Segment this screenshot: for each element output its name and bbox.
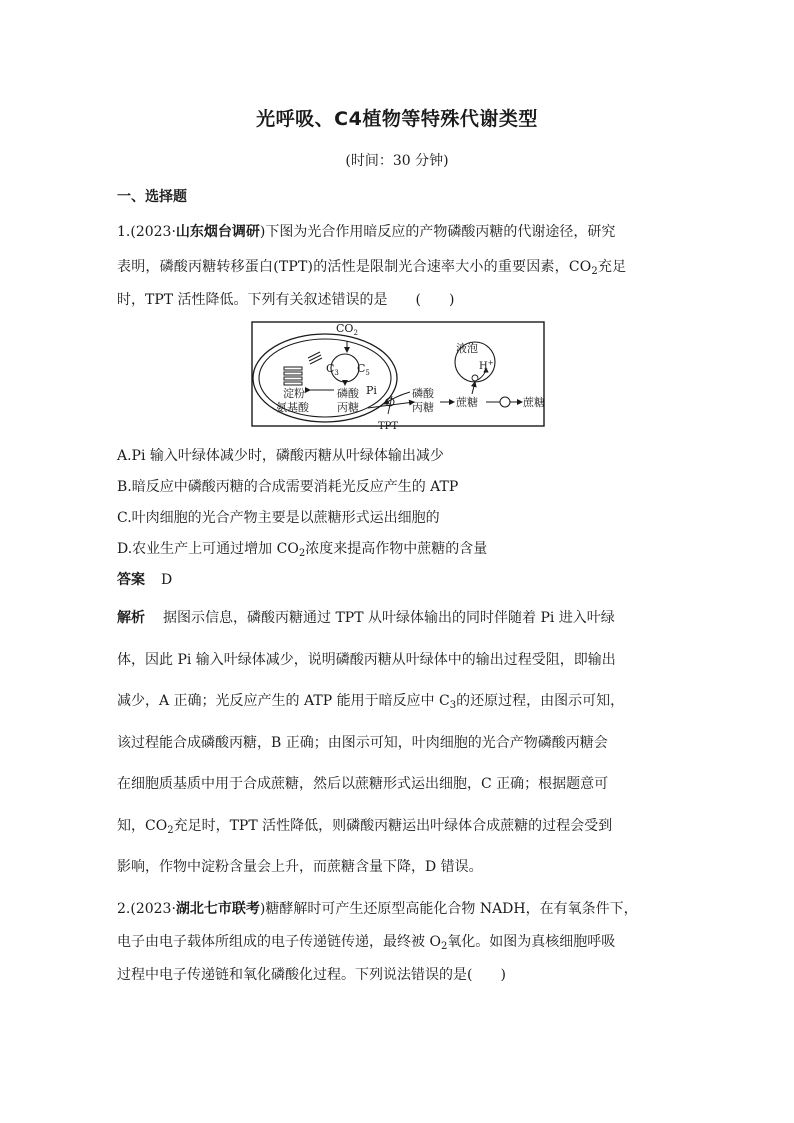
fig-h-ion: H: [479, 361, 488, 372]
q1-option-d-tail: 浓度来提高作物中蔗糖的含量: [305, 541, 488, 557]
fig-sucrose-in: 蔗糖: [456, 396, 478, 409]
svg-text:H+: [479, 359, 494, 372]
analysis-sub-6: 2: [167, 825, 174, 836]
analysis-line-1: [117, 608, 615, 628]
fig-c3: C: [326, 362, 335, 375]
q1-option-b: B.暗反应中磷酸丙糖的合成需要消耗光反应产生的 ATP: [117, 479, 459, 495]
fig-co2: CO: [336, 322, 354, 335]
q1-line-2: [117, 257, 626, 277]
answer-value: D: [161, 572, 173, 588]
fig-tp-cyto-2: 丙糖: [412, 401, 434, 414]
q2-line2-tail: 氧化。如图为真核细胞呼吸: [447, 934, 616, 950]
q2-line2-sub: 2: [440, 941, 448, 952]
fig-tpt: TPT: [378, 421, 399, 430]
q2-source: 湖北七市联考: [175, 901, 260, 917]
q1-line2-text: 表明，磷酸丙糖转移蛋白(TPT)的活性是限制光合速率大小的重要因素，CO: [117, 259, 592, 275]
chloroplast-outer-membrane: [253, 334, 397, 422]
analysis-text-6: 知，CO: [117, 818, 168, 834]
q2-line2-text: 电子由电子载体所组成的电子传递链传递，最终被 O: [117, 934, 441, 950]
fig-co2-sub: 2: [353, 329, 358, 337]
analysis-line-3: [117, 691, 624, 711]
q1-line-1: [117, 222, 615, 242]
analysis-text-1: 据图示信息，磷酸丙糖通过 TPT 从叶绿体输出的同时伴随着 Pi 进入叶绿: [163, 610, 615, 626]
q1-line1-text: )下图为光合作用暗反应的产物磷酸丙糖的代谢途径，研究: [259, 224, 616, 240]
analysis-text-3: 减少，A 正确；光反应产生的 ATP 能用于暗反应中 C: [117, 693, 450, 709]
q2-number: 2.(2023·: [117, 901, 176, 917]
q1-number: 1.(2023·: [117, 224, 176, 240]
q2-line-3: 过程中电子传递链和氧化磷酸化过程。下列说法错误的是( ): [117, 967, 506, 983]
analysis-tail-6: 充足时，TPT 活性降低，则磷酸丙糖运出叶绿体合成蔗糖的过程会受到: [173, 818, 613, 834]
fig-c3-sub: 3: [334, 369, 339, 377]
fig-tp-chloro-2: 丙糖: [337, 401, 359, 414]
fig-c5: C: [357, 362, 366, 375]
q1-line2-tail: 充足: [597, 259, 627, 275]
analysis-label: 解析: [117, 610, 145, 626]
q1-option-a: A.Pi 输入叶绿体减少时，磷酸丙糖从叶绿体输出减少: [117, 448, 444, 464]
fig-h-sup: +: [487, 359, 494, 367]
fig-c5-sub: 5: [365, 369, 370, 377]
svg-text:C3: [326, 362, 339, 377]
fig-pi: Pi: [366, 384, 377, 397]
grana-icon: [284, 367, 302, 385]
fig-tp-chloro-1: 磷酸: [337, 387, 359, 400]
analysis-line-5: 在细胞质基质中用于合成蔗糖，然后以蔗糖形式运出细胞，C 正确；根据题意可: [117, 776, 609, 792]
small-grana-icon: [308, 352, 322, 364]
answer-label: 答案: [117, 572, 145, 588]
q1-line-3: 时，TPT 活性降低。下列有关叙述错误的是 ( ): [117, 292, 455, 308]
q2-line-1: [117, 899, 638, 919]
q1-option-d-text: D.农业生产上可通过增加 CO: [117, 541, 299, 557]
analysis-line-4: 该过程能合成磷酸丙糖，B 正确；由图示可知，叶肉细胞的光合产物磷酸丙糖会: [117, 735, 608, 751]
fig-sucrose-out: 蔗糖: [523, 396, 545, 409]
fig-tp-cyto-1: 磷酸: [412, 387, 434, 400]
q1-source: 山东烟台调研: [175, 224, 260, 240]
page-title: 光呼吸、C4植物等特殊代谢类型: [256, 108, 538, 130]
q2-line1-text: )糖酵解时可产生还原型高能化合物 NADH，在有氧条件下，: [259, 901, 638, 917]
tpt-pathway-figure: [250, 318, 548, 430]
q1-answer: [117, 570, 172, 590]
calvin-cycle-icon: [331, 354, 359, 382]
q2-line-2: [117, 932, 615, 952]
analysis-sub-3: 3: [449, 700, 457, 711]
q1-option-c: C.叶肉细胞的光合产物主要是以蔗糖形式运出细胞的: [117, 510, 440, 526]
q1-line2-subscript: 2: [591, 266, 598, 277]
analysis-line-2: 体，因此 Pi 输入叶绿体减少，说明磷酸丙糖从叶绿体中的输出过程受阻，即输出: [117, 652, 616, 668]
q1-option-d-sub: 2: [298, 548, 306, 559]
fig-amino-acid: 氨基酸: [276, 401, 309, 414]
section-heading: 一、选择题: [117, 189, 187, 205]
time-note: (时间：30 分钟): [345, 153, 449, 169]
q1-option-d: [117, 539, 487, 559]
svg-text:C5: [357, 362, 370, 377]
sucrose-transporter-icon: [500, 397, 510, 407]
analysis-line-6: [117, 816, 612, 836]
fig-vacuole: 液泡: [456, 342, 478, 355]
fig-starch: 淀粉: [283, 387, 305, 400]
svg-text:CO2: [336, 322, 358, 337]
analysis-tail-3: 的还原过程，由图示可知，: [456, 693, 625, 709]
analysis-line-7: 影响，作物中淀粉含量会上升，而蔗糖含量下降，D 错误。: [117, 859, 483, 875]
